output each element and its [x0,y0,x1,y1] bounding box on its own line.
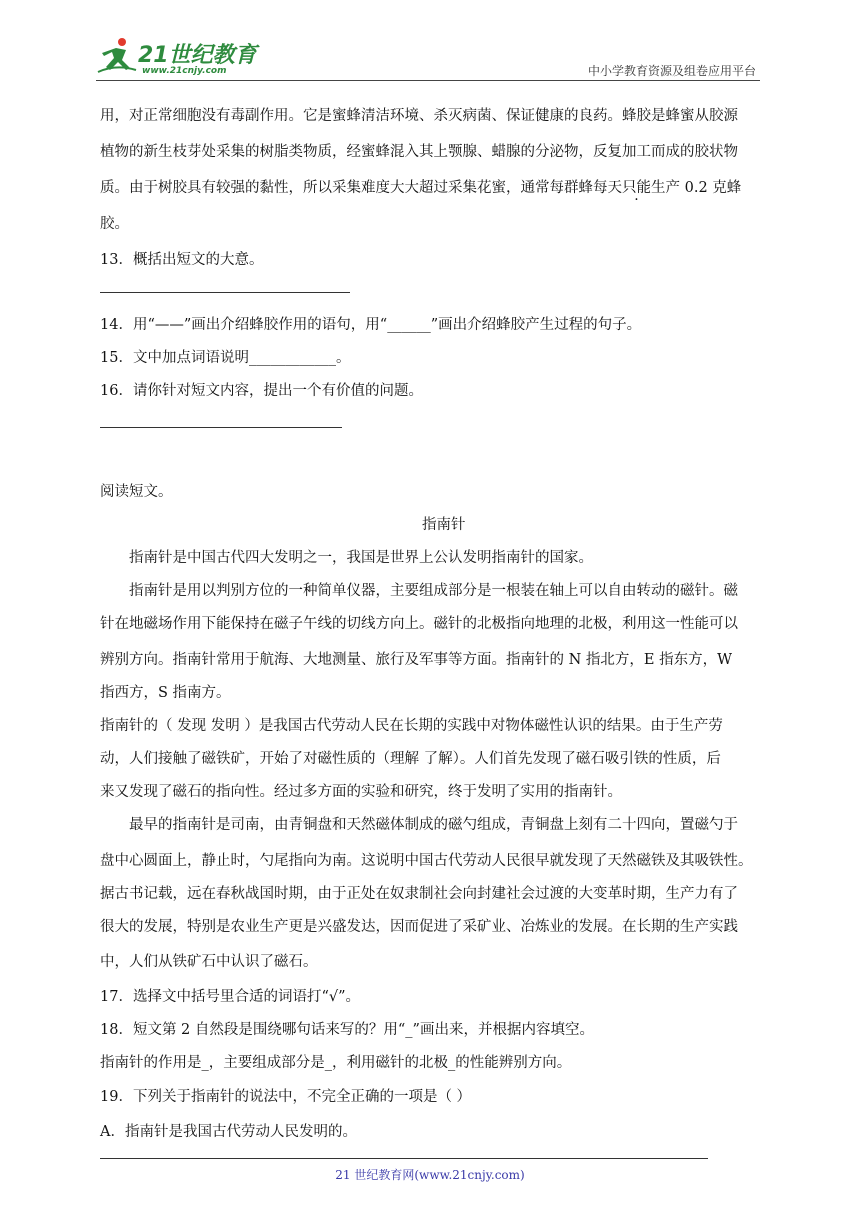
footer-text[interactable]: 21 世纪教育网(www.21cnjy.com) [335,1168,525,1182]
passage2-line-12: 很大的发展，特别是农业生产更是兴盛发达，因而促进了采矿业、冶炼业的发展。在长期的生产实践 [100,919,738,935]
answer-line-13[interactable] [100,292,350,293]
passage2-line-8: 来又发现了磁石的指向性。经过多方面的实验和研究，终于发明了实用的指南针。 [100,784,622,800]
answer-line-16[interactable] [100,427,342,428]
passage1-line-3-tail: 生产 0.2 克蜂 [651,180,742,196]
passage2-line-10: 盘中心圆面上，静止时，勺尾指向为南。这说明中国古代劳动人民很早就发现了天然磁铁及其吸铁性。 [100,853,753,869]
passage1-line-3 [100,176,741,197]
reading-intro: 阅读短文。 [100,484,173,500]
header-rule [96,80,760,81]
passage2-line-7: 动，人们接触了磁铁矿，开始了对磁性质的（理解 了解）。人们首先发现了磁石吸引铁的性质，后 [100,751,721,767]
question-14: 14．用“——”画出介绍蜂胶作用的语句，用“______”画出介绍蜂胶产生过程的句子。 [100,317,642,333]
question-19-option-a[interactable]: A．指南针是我国古代劳动人民发明的。 [100,1124,357,1140]
question-16: 16．请你针对短文内容，提出一个有价值的问题。 [100,383,423,399]
passage1-line-2: 植物的新生枝芽处采集的树脂类物质，经蜜蜂混入其上颚腺、蜡腺的分泌物，反复加工而成的胶状物 [100,144,738,160]
passage2-line-5: 指西方，S 指南方。 [100,685,231,701]
logo-url: www.21cnjy.com [142,66,227,76]
question-17: 17．选择文中括号里合适的词语打“√”。 [100,989,361,1005]
passage2-line-2: 指南针是用以判别方位的一种简单仪器，主要组成部分是一根装在轴上可以自由转动的磁针。磁 [129,583,738,599]
footer-rule [100,1158,708,1159]
question-18-fill: 指南针的作用是_，主要组成部分是_，利用磁针的北极_的性能辨别方向。 [100,1055,572,1071]
question-13: 13．概括出短文的大意。 [100,252,264,268]
passage2-line-3: 针在地磁场作用下能保持在磁子午线的切线方向上。磁针的北极指向地理的北极，利用这一性能可以 [100,616,738,632]
dotted-word: 只能 [622,180,651,196]
passage2-line-6: 指南针的（ 发现 发明 ）是我国古代劳动人民在长期的实践中对物体磁性认识的结果。由于生产劳 [100,718,723,734]
page-header [96,36,760,80]
passage-title: 指南针 [422,517,466,533]
passage2-line-11: 据古书记载，远在春秋战国时期，由于正处在奴隶制社会向封建社会过渡的大变革时期，生产力有了 [100,886,738,902]
passage2-line-4: 辨别方向。指南针常用于航海、大地测量、旅行及军事等方面。指南针的 N 指北方，E 指东方，W [100,652,732,668]
logo-text: 21世纪教育 [138,43,257,68]
question-15: 15．文中加点词语说明____________。 [100,350,351,366]
logo [96,36,266,78]
platform-name: 中小学教育资源及组卷应用平台 [587,64,756,78]
passage1-line-1: 用，对正常细胞没有毒副作用。它是蜜蜂清洁环境、杀灭病菌、保证健康的良药。蜂胶是蜂蜜从胶源 [100,108,738,124]
passage1-line-4: 胶。 [100,216,129,232]
passage1-line-3-text: 质。由于树胶具有较强的黏性，所以采集难度大大超过采集花蜜，通常每群蜂每天 [100,180,622,196]
runner-logo-icon [96,36,140,76]
question-19: 19．下列关于指南针的说法中，不完全正确的一项是（ ） [100,1089,472,1105]
passage2-line-1: 指南针是中国古代四大发明之一，我国是世界上公认发明指南针的国家。 [129,550,593,566]
passage2-line-9: 最早的指南针是司南，由青铜盘和天然磁体制成的磁勺组成，青铜盘上刻有二十四向，置磁勺于 [129,817,738,833]
passage2-line-13: 中，人们从铁矿石中认识了磁石。 [100,954,318,970]
question-18: 18．短文第 2 自然段是围绕哪句话来写的？用“_”画出来，并根据内容填空。 [100,1022,594,1038]
